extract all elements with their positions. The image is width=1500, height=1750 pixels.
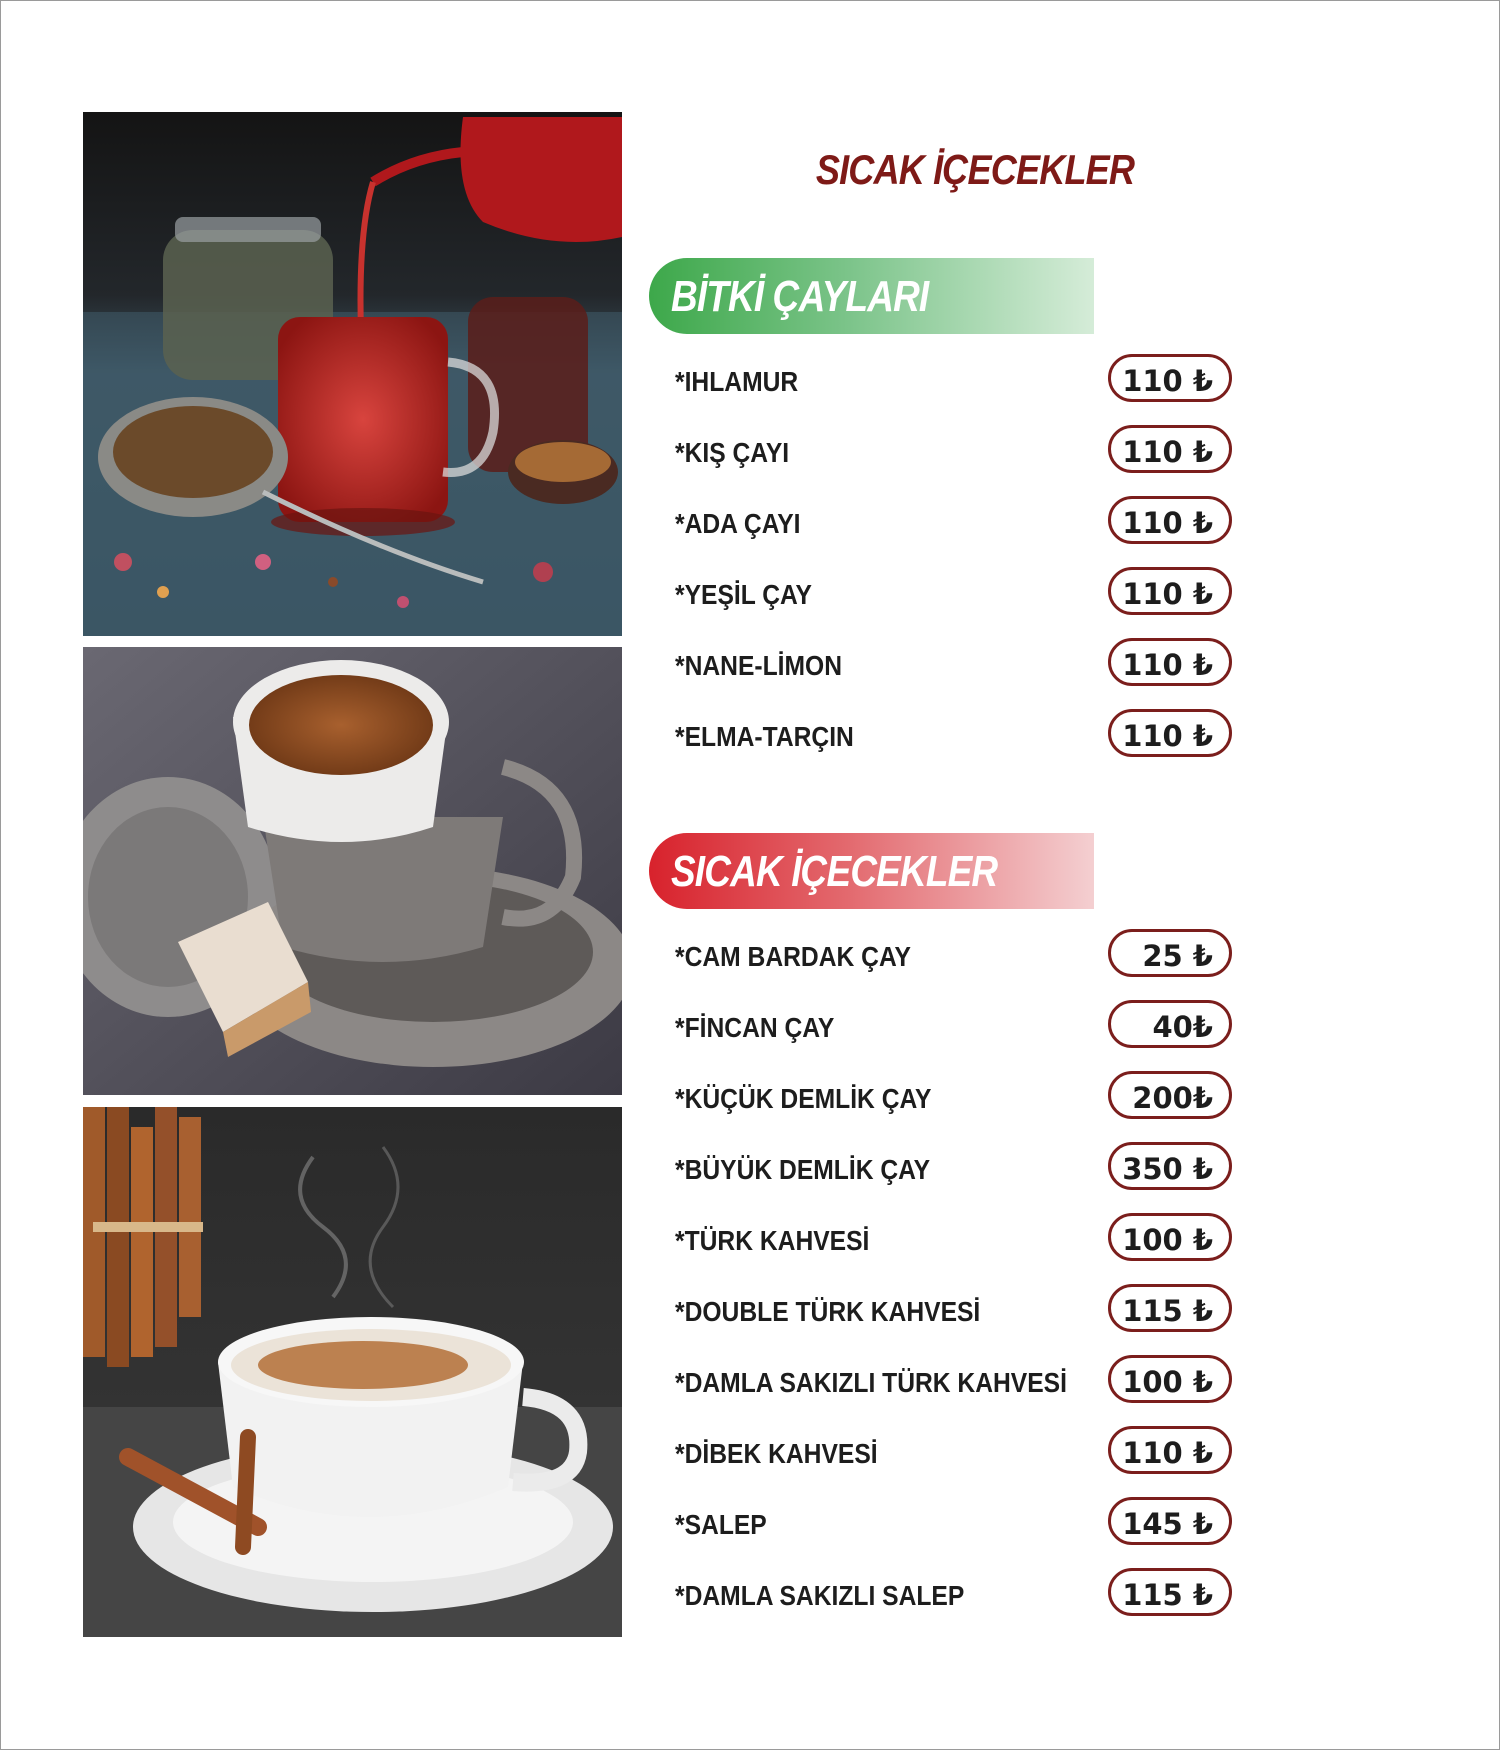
item-price: 110 ₺: [1122, 364, 1213, 398]
menu-item: [675, 1355, 1235, 1426]
price-badge: [1108, 425, 1232, 473]
menu-list-sicak-icecekler: [675, 929, 1235, 1639]
item-price: 110 ₺: [1122, 577, 1213, 611]
price-badge: [1108, 638, 1232, 686]
price-badge: [1108, 496, 1232, 544]
price-badge: [1108, 1213, 1232, 1261]
item-name: *SALEP: [675, 1509, 767, 1540]
price-badge: [1108, 1497, 1232, 1545]
section-header-bitki-caylari: [649, 258, 1094, 334]
item-name: *DAMLA SAKIZLI TÜRK KAHVESİ: [675, 1367, 1067, 1398]
price-badge: [1108, 1071, 1232, 1119]
item-name: *NANE-LİMON: [675, 650, 842, 681]
menu-item: [675, 354, 1235, 425]
item-name: *DİBEK KAHVESİ: [675, 1438, 878, 1469]
salep-photo: [83, 1107, 622, 1637]
menu-item: [675, 1284, 1235, 1355]
menu-item: [675, 1000, 1235, 1071]
price-badge: [1108, 709, 1232, 757]
item-name: *FİNCAN ÇAY: [675, 1012, 835, 1043]
item-price: 100 ₺: [1122, 1365, 1213, 1399]
price-badge: [1108, 1568, 1232, 1616]
menu-item: [675, 1071, 1235, 1142]
item-name: *DOUBLE TÜRK KAHVESİ: [675, 1296, 981, 1327]
menu-item: [675, 425, 1235, 496]
section-title: SICAK İÇECEKLER: [671, 847, 998, 896]
price-badge: [1108, 929, 1232, 977]
item-price: 115 ₺: [1122, 1578, 1213, 1612]
item-name: *KIŞ ÇAYI: [675, 437, 790, 468]
menu-item: [675, 1213, 1235, 1284]
item-price: 40₺: [1152, 1010, 1213, 1044]
item-price: 110 ₺: [1122, 719, 1213, 753]
menu-item: [675, 929, 1235, 1000]
menu-list-bitki-caylari: [675, 354, 1235, 780]
menu-item: [675, 1497, 1235, 1568]
item-price: 145 ₺: [1122, 1507, 1213, 1541]
price-badge: [1108, 1142, 1232, 1190]
menu-item: [675, 638, 1235, 709]
item-name: *ADA ÇAYI: [675, 508, 801, 539]
item-price: 200₺: [1132, 1081, 1213, 1115]
menu-item: [675, 709, 1235, 780]
price-badge: [1108, 354, 1232, 402]
item-price: 25 ₺: [1142, 939, 1213, 973]
price-badge: [1108, 1355, 1232, 1403]
item-price: 350 ₺: [1122, 1152, 1213, 1186]
item-name: *DAMLA SAKIZLI SALEP: [675, 1580, 965, 1611]
menu-item: [675, 1568, 1235, 1639]
menu-item: [675, 1142, 1235, 1213]
item-name: *ELMA-TARÇIN: [675, 721, 854, 752]
item-price: 110 ₺: [1122, 435, 1213, 469]
price-badge: [1108, 1426, 1232, 1474]
item-price: 110 ₺: [1122, 648, 1213, 682]
section-title: BİTKİ ÇAYLARI: [671, 272, 929, 321]
item-price: 100 ₺: [1122, 1223, 1213, 1257]
item-name: *YEŞİL ÇAY: [675, 579, 812, 610]
page-title: SICAK İÇECEKLER: [815, 146, 1135, 193]
item-name: *KÜÇÜK DEMLİK ÇAY: [675, 1083, 932, 1114]
item-name: *BÜYÜK DEMLİK ÇAY: [675, 1154, 931, 1185]
item-price: 115 ₺: [1122, 1294, 1213, 1328]
item-name: *IHLAMUR: [675, 366, 799, 397]
section-header-sicak-icecekler: [649, 833, 1094, 909]
menu-item: [675, 567, 1235, 638]
item-price: 110 ₺: [1122, 1436, 1213, 1470]
menu-item: [675, 1426, 1235, 1497]
item-price: 110 ₺: [1122, 506, 1213, 540]
price-badge: [1108, 567, 1232, 615]
item-name: *TÜRK KAHVESİ: [675, 1225, 870, 1256]
herbal-tea-photo: [83, 112, 622, 636]
menu-item: [675, 496, 1235, 567]
item-name: *CAM BARDAK ÇAY: [675, 941, 911, 972]
price-badge: [1108, 1000, 1232, 1048]
price-badge: [1108, 1284, 1232, 1332]
turkish-coffee-photo: [83, 647, 622, 1095]
